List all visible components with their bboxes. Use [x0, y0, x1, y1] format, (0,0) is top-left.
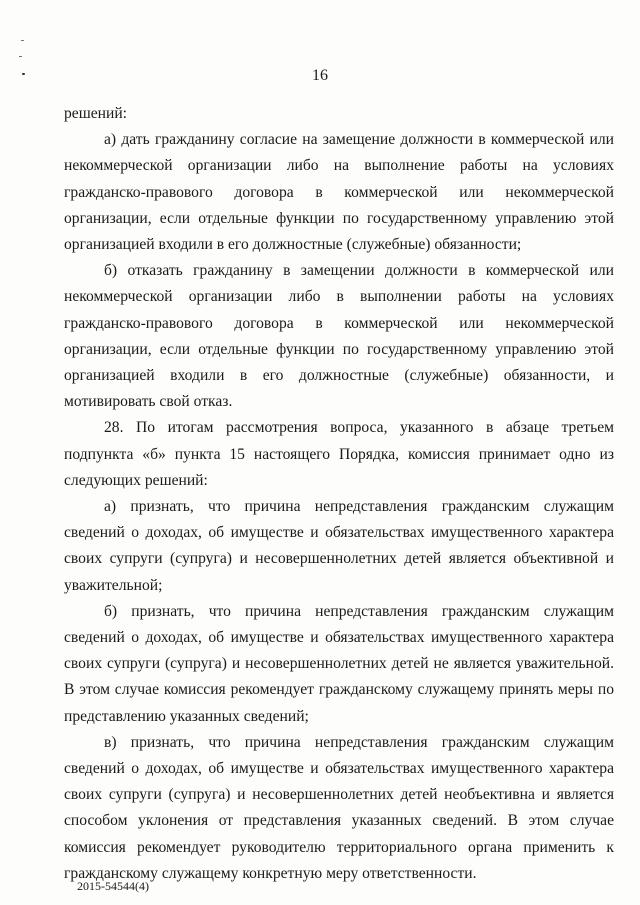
- paragraph-item-b: б) отказать гражданину в замещении должности в коммерческой или некоммерческой организации либо в выполнении работы на условиях гражданско-правового договора в коммерческой или некоммерческой организации, если отдельные функции по государственному управлению этой организацией входили в его должностные (служебные) обязанности, и мотивировать свой отказ.: [64, 262, 614, 411]
- document-code: 2015-54544(4): [77, 879, 149, 893]
- paragraph-continuation: решений:: [64, 105, 128, 122]
- document-body: [64, 101, 614, 887]
- paragraph-clause-28-item-a: а) признать, что причина непредставления гражданским служащим сведений о доходах, об имуществе и обязательствах имущественного характера своих супруги (супруга) и несовершеннолетних детей является объективной и уважительной;: [64, 498, 614, 594]
- scan-dot-top: [21, 40, 24, 41]
- paragraph-item-a: а) дать гражданину согласие на замещение должности в коммерческой или некоммерческой организации либо на выполнение работы на условиях гражданско-правового договора в коммерческой или некоммерческой организации, если отдельные функции по государственному управлению этой организацией входили в его должностные (служебные) обязанности;: [64, 131, 614, 254]
- paragraph-clause-28: 28. По итогам рассмотрения вопроса, указанного в абзаце третьем подпункта «б» пункта 15 настоящего Порядка, комиссия принимает одно из следующих решений:: [64, 419, 614, 489]
- page-number: 16: [312, 67, 328, 84]
- paragraph-clause-28-item-v: в) признать, что причина непредставления гражданским служащим сведений о доходах, об имуществе и обязательствах имущественного характера своих супруги (супруга) и несовершеннолетних детей необъективна и является способом уклонения от представления указанных сведений. В этом случае комиссия рекомендует руководителю территориального органа применить к гражданскому служащему конкретную меру ответственности.: [64, 733, 614, 882]
- scan-dot-middle: [19, 56, 22, 57]
- paragraph-clause-28-item-b: б) признать, что причина непредставления гражданским служащим сведений о доходах, об имуществе и обязательствах имущественного характера своих супруги (супруга) и несовершеннолетних детей не является уважительной. В этом случае комиссия рекомендует гражданскому служащему принять меры по представлению указанных сведений;: [64, 602, 614, 725]
